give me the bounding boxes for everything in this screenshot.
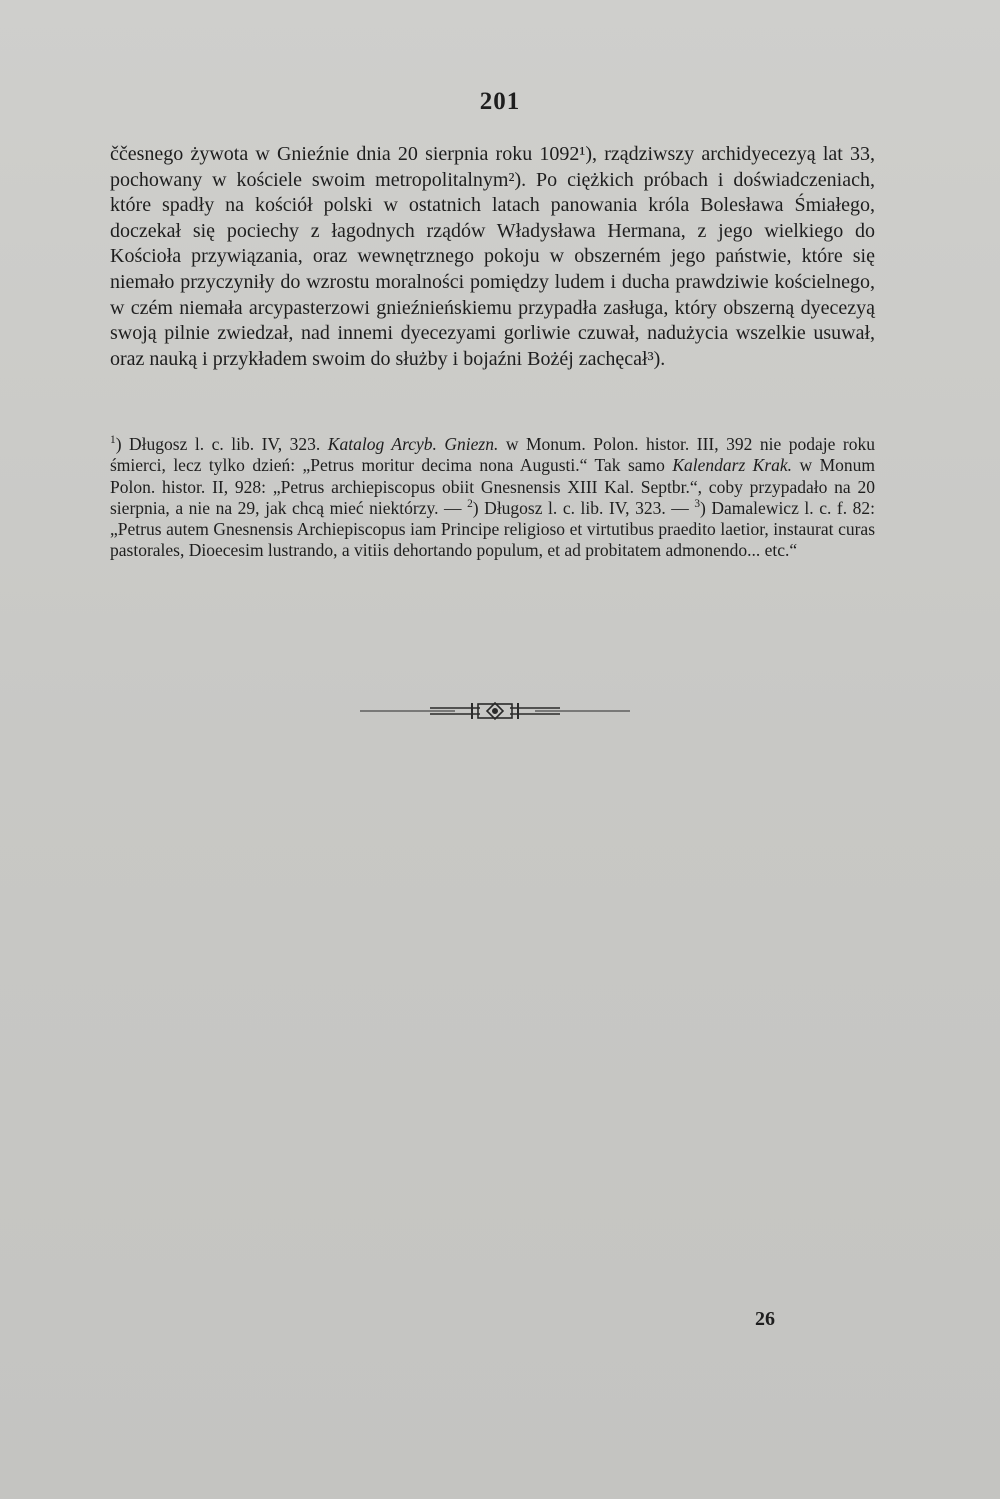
footnote-1-title-1: Katalog Arcyb. Gniezn. bbox=[327, 434, 499, 454]
main-text bbox=[110, 142, 875, 372]
footnote-block bbox=[110, 434, 875, 562]
footnote-2-marker: 2 bbox=[467, 498, 473, 511]
footnotes bbox=[110, 434, 875, 562]
footnote-1-marker: 1 bbox=[110, 434, 116, 447]
page-number: 201 bbox=[479, 88, 521, 115]
printer-signature: 26 bbox=[755, 1308, 775, 1330]
footnote-2-text: ) Długosz l. c. lib. IV, 323. — bbox=[472, 497, 695, 518]
footnote-1-text-b: w Monum. Polon. histor. III, 392 nie podaje roku śmierci, lecz tylko dzień: „Petrus moritur decima nona Augusti.“ Tak samo bbox=[110, 434, 875, 476]
footnote-1-title-2: Kalendarz Krak. bbox=[672, 455, 793, 476]
decorative-rule-icon bbox=[360, 699, 630, 723]
footnote-3-text: ) Damalewicz l. c. f. 82: „Petrus autem Gnesnensis Archiepiscopus iam Principe religioso et virtutibus praedito laetior, instaurat curas pastorales, Dioecesim lustrando, a vitiis dehortando populum, et ad probitatem admonendo... etc.“ bbox=[110, 497, 876, 561]
footnote-1-text-a: ) Długosz l. c. lib. IV, 323. bbox=[115, 434, 328, 454]
footnote-1-text-c: w Monum Polon. histor. II, 928: „Petrus archiepiscopus obiit Gnesnensis XIII Kal. Septbr.“, coby przypadało na 20 sierpnia, a nie na 29, jak chcą mieć niektórzy. — bbox=[110, 455, 875, 518]
body-paragraph: ččesnego żywota w Gnieźnie dnia 20 sierpnia roku 1092¹), rządziwszy archidyecezyą lat 33, pochowany w kościele swoim metropolitalnym²). Po ciężkich próbach i doświadczeniach, które spadły na kościół polski w ostatnich latach panowania króla Bolesława Śmiałego, doczekał się pociechy z łagodnych rządów Władysława Hermana, z jego wielkiego do Kościoła przywiązania, oraz wewnętrznego pokoju w obszerném jego państwie, które się niemało przyczyniły do wzrostu moralności pomiędzy ludem i ducha prawdziwie kościelnego, w czém niemała arcypasterzowi gnieźnieńskiemu przypadła zasługa, który obszerną dyecezyą swoją pilnie zwiedzał, nad innemi dyecezyami gorliwie czuwał, nadużycia wszelkie usuwał, oraz nauką i przykładem swoim do służby i bojaźni Bożéj zachęcał³). bbox=[110, 143, 875, 370]
footnote-3-marker: 3 bbox=[694, 498, 701, 511]
